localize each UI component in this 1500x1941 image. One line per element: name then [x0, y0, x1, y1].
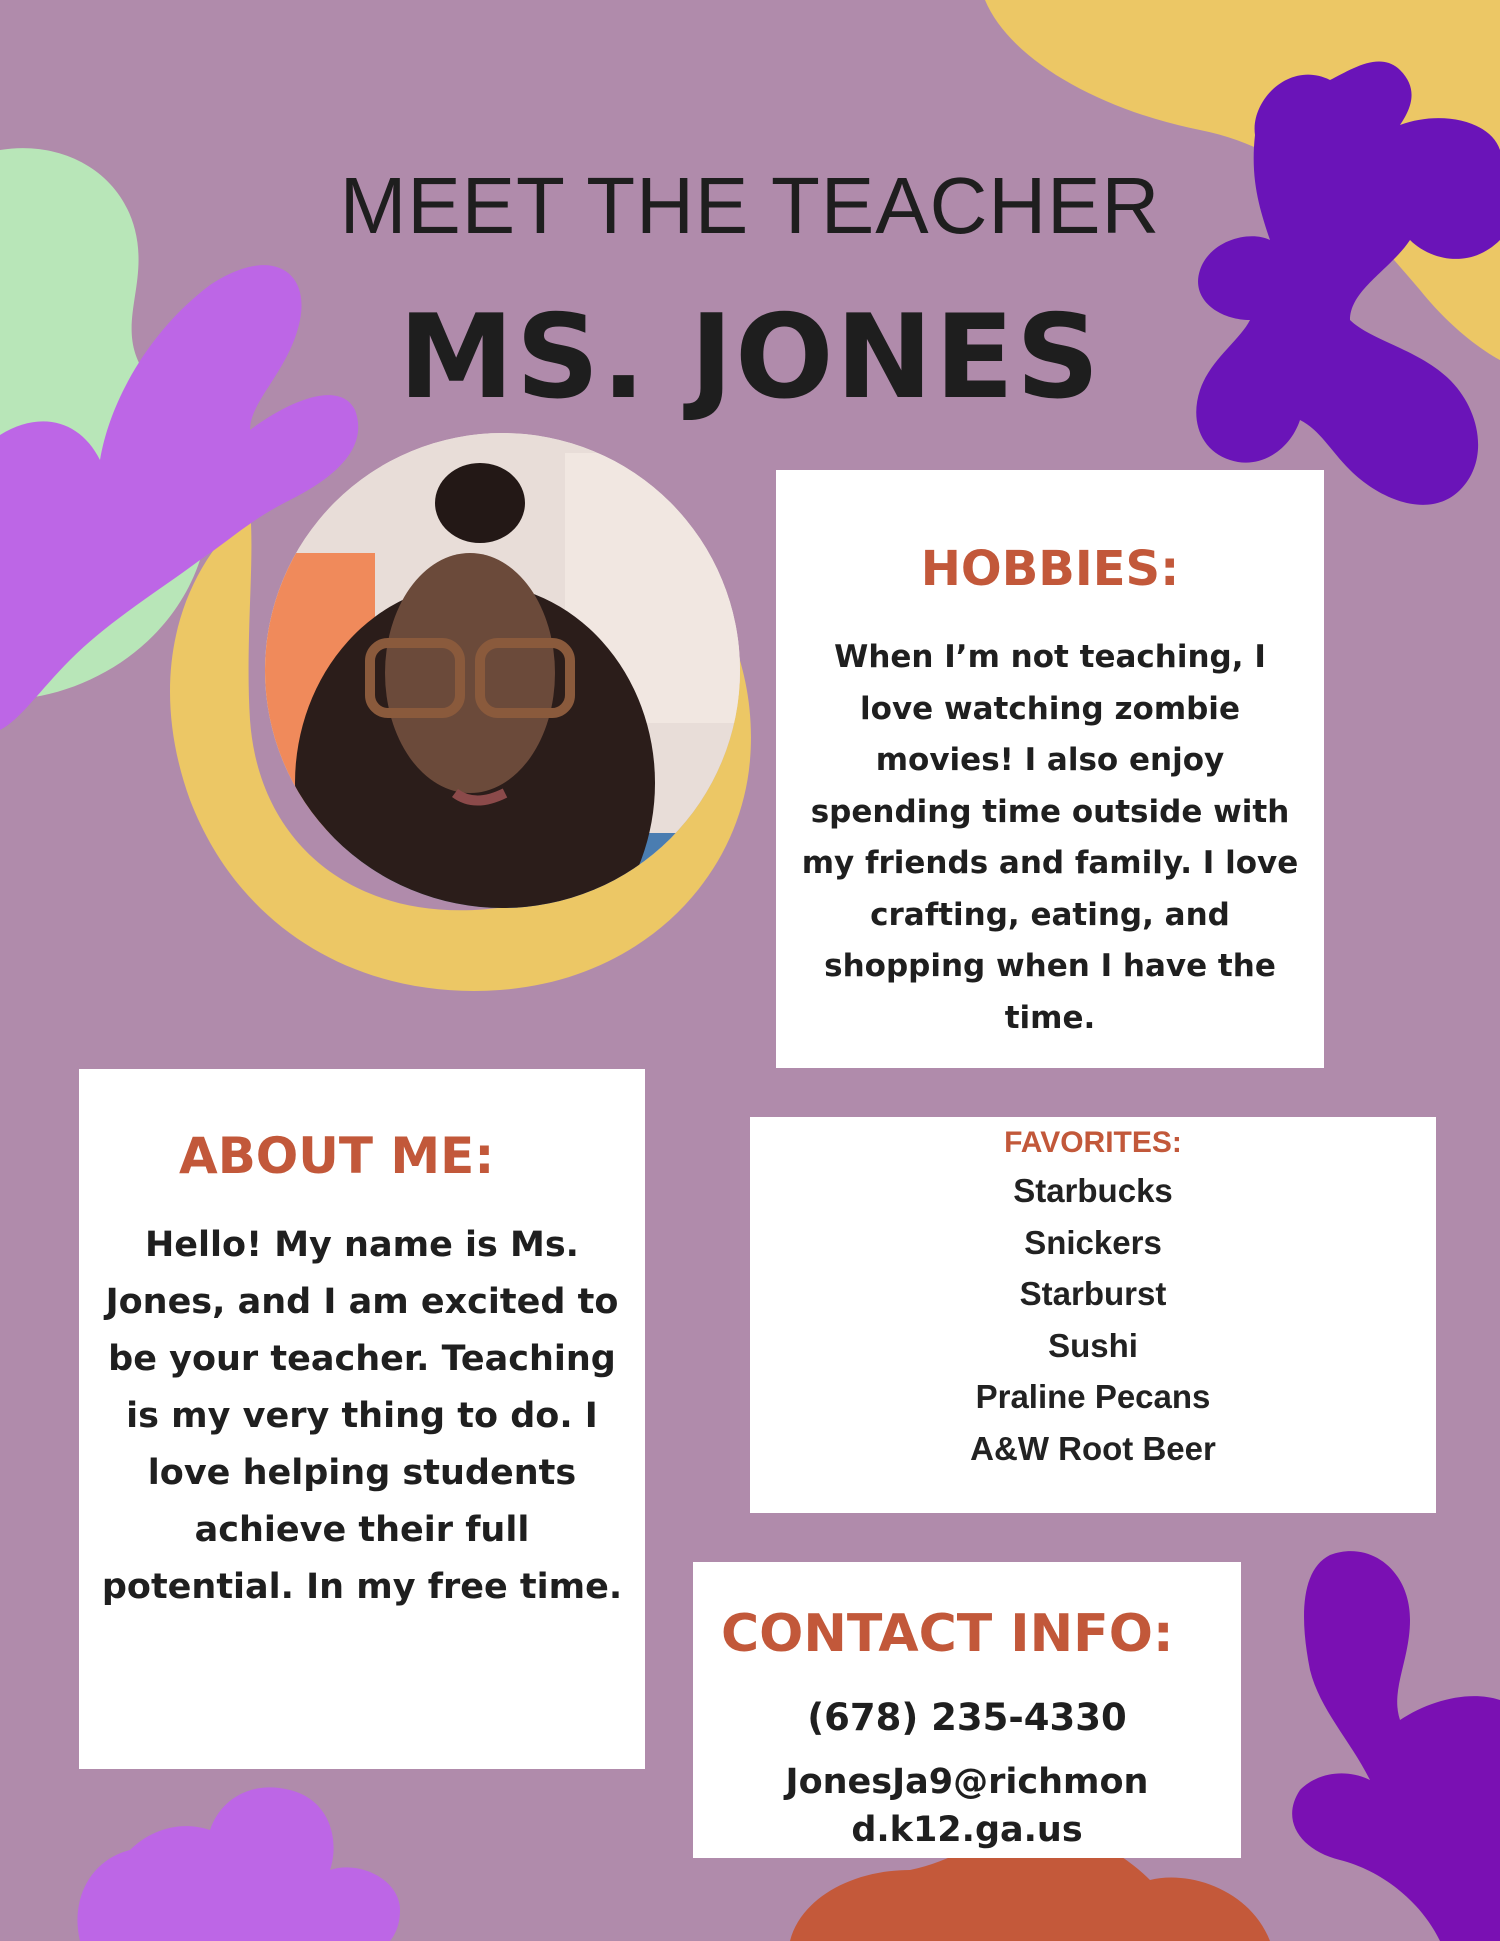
favorite-item: A&W Root Beer [970, 1429, 1216, 1467]
contact-card [693, 1562, 1241, 1858]
hobbies-text: When I’m not teaching, I love watching zombie movies! I also enjoy spending time outside with my friends and family. I love crafting, eating, and shopping when I have the time. [801, 639, 1299, 1036]
teacher-portrait-icon [265, 433, 740, 908]
purple-flower-bottom-right [1292, 1551, 1500, 1941]
violet-flower-bottom-left [77, 1787, 400, 1941]
contact-phone: (678) 235-4330 [807, 1696, 1127, 1739]
teacher-photo [265, 433, 740, 908]
favorite-item: Starbucks [1013, 1172, 1173, 1209]
favorites-heading: FAVORITES: [1004, 1126, 1182, 1159]
about-heading: ABOUT ME: [179, 1127, 495, 1185]
contact-heading: CONTACT INFO: [721, 1604, 1174, 1664]
teacher-name-title: MS. JONES [398, 290, 1102, 425]
favorite-item: Snickers [1024, 1223, 1162, 1261]
favorites-card [750, 1117, 1436, 1513]
favorite-item: Praline Pecans [975, 1378, 1211, 1415]
page-subtitle: MEET THE TEACHER [339, 161, 1161, 250]
favorites-list [750, 1165, 1436, 1474]
favorite-item: Sushi [1048, 1326, 1138, 1364]
about-text: Hello! My name is Ms. Jones, and I am excited to be your teacher. Teaching is my very thing to do. I love helping students achieve their full potential. In my free time. [101, 1225, 623, 1607]
about-card [79, 1069, 645, 1769]
favorite-item: Starburst [1019, 1275, 1167, 1312]
contact-email: JonesJa9@richmond.k12.ga.us [785, 1762, 1149, 1850]
hobbies-heading: HOBBIES: [920, 541, 1180, 597]
hobbies-card [776, 470, 1324, 1068]
